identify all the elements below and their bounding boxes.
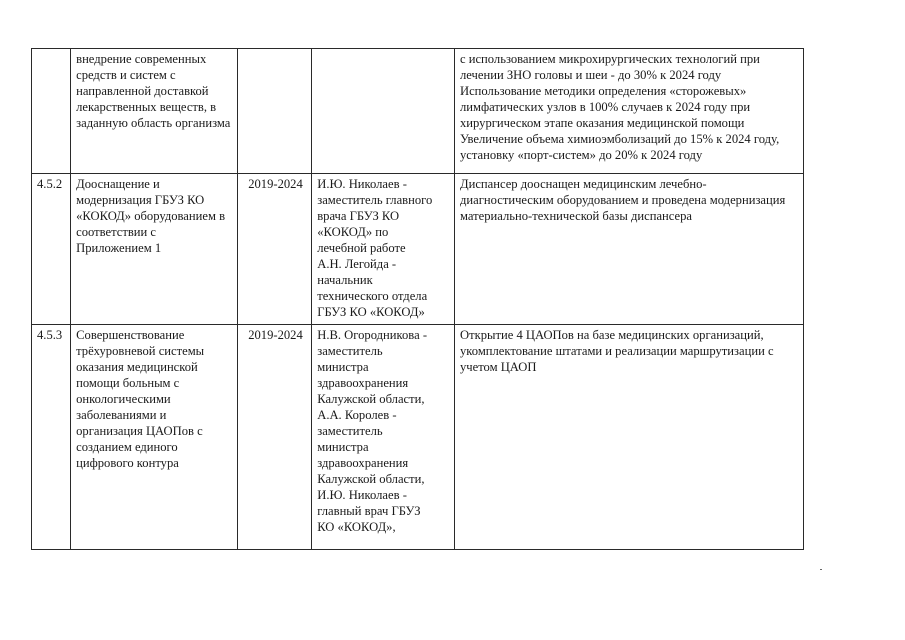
activity-name-line: организация ЦАОПов с [76,424,203,438]
responsible-line: «КОКОД» по [317,225,389,239]
responsible-line: И.Ю. Николаев - [317,177,407,191]
responsible-line: ГБУЗ КО «КОКОД» [317,305,425,319]
activity-name-line: «КОКОД» оборудованием в [76,209,226,223]
item-number-cell: 4.5.2 [32,174,71,325]
responsible-line: Калужской области, [317,392,425,406]
table-row [32,325,804,550]
table-row [32,174,804,325]
activity-name-line: Дооснащение и [76,177,160,191]
item-number-cell: 4.5.3 [32,325,71,550]
activity-name-line: заболеваниями и [76,408,167,422]
activity-name-line: созданием единого [76,440,178,454]
activity-name-cell [71,49,238,174]
responsible-cell [312,325,455,550]
responsible-line: министра [317,440,369,454]
result-line: материально-технической базы диспансера [459,209,693,223]
years-cell: 2019-2024 [238,325,312,550]
responsible-line: А.Н. Легойда - [317,257,397,271]
result-line: Открытие 4 ЦАОПов на базе медицинских организаций, [459,328,764,342]
activity-name-line: трёхуровневой системы [76,344,205,358]
action-plan-table [31,48,804,550]
scan-speck [820,569,822,570]
result-line: с использованием микрохирургических технологий при [459,52,760,66]
result-line: диагностическим оборудованием и проведена модернизация [459,193,786,207]
responsible-line: заместитель главного [317,193,433,207]
responsible-line: здравоохранения [317,376,409,390]
responsible-line: Калужской области, [317,472,425,486]
activity-name-line: соответствии с [76,225,157,239]
responsible-line: А.А. Королев - [317,408,397,422]
activity-name-cell [71,325,238,550]
responsible-line: КО «КОКОД», [317,520,396,534]
result-line: лечении ЗНО головы и шеи - до 30% к 2024 году [459,68,722,82]
activity-name-line: оказания медицинской [76,360,198,374]
result-line: лимфатических узлов в 100% случаев к 2024 году при [459,100,751,114]
result-line: учетом ЦАОП [459,360,537,374]
activity-name-line: цифрового контура [76,456,179,470]
responsible-line: технического отдела [317,289,428,303]
responsible-line: лечебной работе [317,241,406,255]
result-line: Увеличение объема химиоэмболизаций до 15% к 2024 году, [459,132,780,146]
table-body [32,49,804,550]
activity-name-line: модернизация ГБУЗ КО [76,193,205,207]
result-line: Использование методики определения «сторожевых» [459,84,747,98]
activity-name-line: заданную область организма [76,116,231,130]
result-line: установку «порт-систем» до 20% к 2024 году [459,148,703,162]
activity-name-line: средств и систем с [76,68,176,82]
responsible-line: И.Ю. Николаев - [317,488,407,502]
activity-name-line: помощи больным с [76,376,180,390]
activity-name-line: лекарственных веществ, в [76,100,217,114]
table-row [32,49,804,174]
result-line: хирургическом этапе оказания медицинской помощи [459,116,745,130]
item-number-cell [32,49,71,174]
activity-name-line: Совершенствование [76,328,185,342]
result-cell [454,49,803,174]
activity-name-line: направленной доставкой [76,84,209,98]
activity-name-line: Приложением 1 [76,241,162,255]
responsible-line: врача ГБУЗ КО [317,209,400,223]
activity-name-cell [71,174,238,325]
responsible-line: здравоохранения [317,456,409,470]
responsible-cell [312,49,455,174]
years-cell [238,49,312,174]
responsible-line: министра [317,360,369,374]
result-line: Диспансер дооснащен медицинским лечебно- [459,177,707,191]
years-cell: 2019-2024 [238,174,312,325]
result-cell [454,174,803,325]
result-cell [454,325,803,550]
responsible-cell [312,174,455,325]
activity-name-line: внедрение современных [76,52,207,66]
activity-name-line: онкологическими [76,392,171,406]
responsible-line: Н.В. Огородникова - [317,328,428,342]
responsible-line: начальник [317,273,373,287]
responsible-line: главный врач ГБУЗ [317,504,421,518]
responsible-line: заместитель [317,344,383,358]
result-line: укомплектование штатами и реализации маршрутизации с [459,344,774,358]
responsible-line: заместитель [317,424,383,438]
